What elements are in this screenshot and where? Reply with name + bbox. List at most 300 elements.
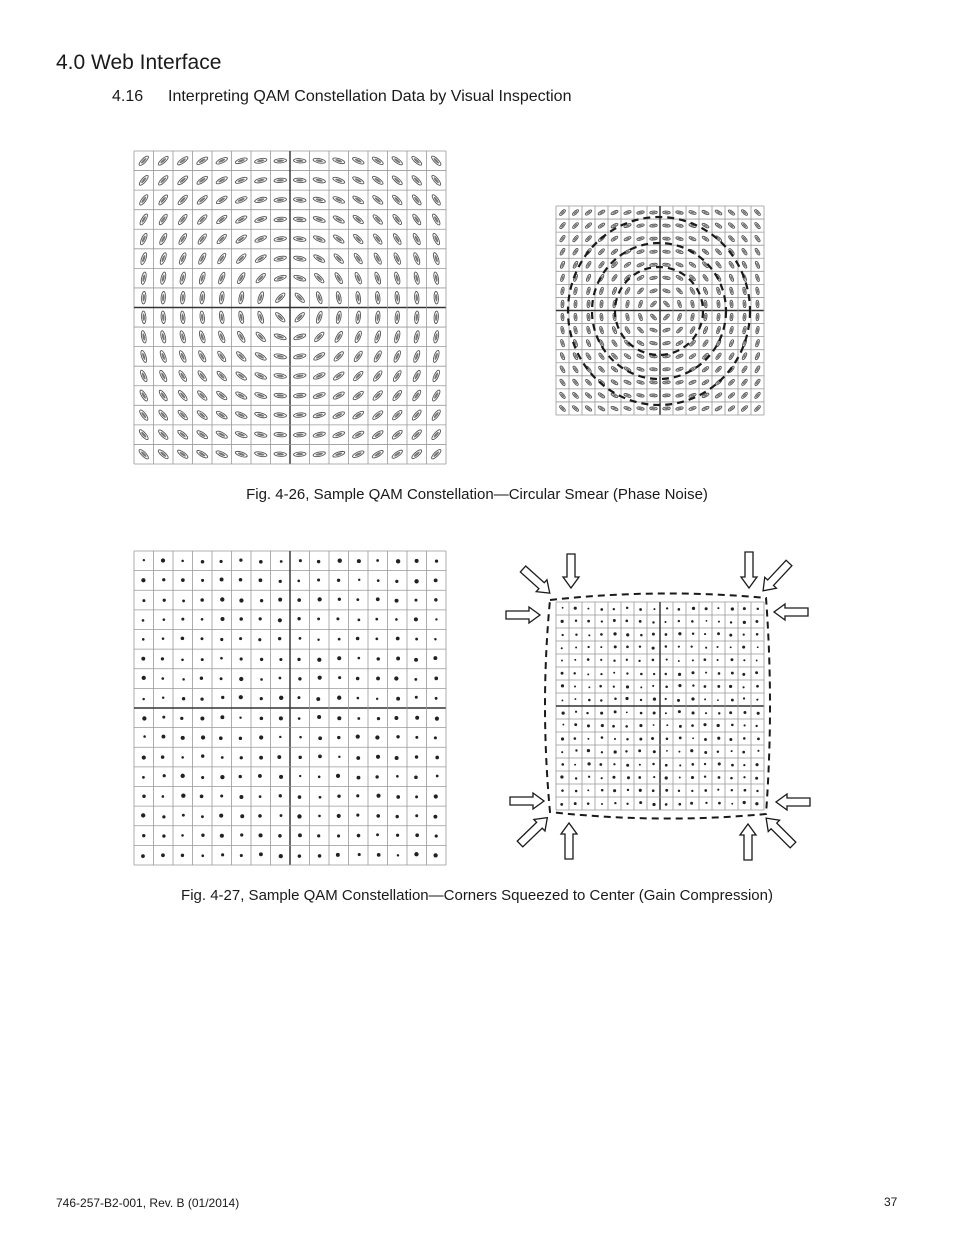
symbol-smear (138, 409, 149, 422)
symbol-smear-core (638, 407, 643, 409)
symbol-dot (743, 711, 746, 714)
symbol-smear-core (414, 255, 419, 263)
symbol-smear-core (756, 236, 760, 241)
symbol-smear (573, 326, 577, 334)
symbol-smear-core (638, 355, 643, 358)
symbol-smear (157, 429, 169, 441)
symbol-dot (731, 658, 734, 661)
symbol-smear (430, 448, 442, 460)
symbol-dot (717, 632, 720, 635)
symbol-smear (688, 210, 696, 215)
symbol-smear-core (612, 263, 616, 267)
symbol-smear (754, 235, 761, 243)
symbol-smear-core (199, 197, 206, 204)
symbol-smear (728, 222, 736, 229)
symbol-dot (665, 776, 668, 779)
symbol-dot (639, 620, 642, 623)
symbol-smear (715, 235, 723, 242)
symbol-smear (611, 392, 619, 398)
symbol-smear-core (276, 374, 284, 377)
symbol-smear-core (599, 393, 604, 397)
symbol-dot (162, 795, 165, 798)
symbol-smear-core (199, 392, 206, 399)
symbol-smear (598, 392, 606, 399)
symbol-smear-core (315, 178, 323, 182)
symbol-smear (313, 392, 326, 400)
symbol-dot (279, 736, 281, 738)
symbol-dot (717, 646, 719, 648)
symbol-smear-core (276, 355, 284, 359)
symbol-smear (688, 406, 696, 411)
symbol-smear (754, 378, 761, 386)
symbol-smear-core (257, 393, 265, 398)
symbol-smear-core (160, 235, 166, 243)
symbol-smear-core (335, 432, 343, 437)
symbol-smear (650, 367, 658, 371)
symbol-smear (293, 217, 306, 223)
figure-4-27-caption: Fig. 4-27, Sample QAM Constellation—Corners Squeezed to Center (Gain Compression) (181, 887, 773, 904)
symbol-smear-core (703, 394, 708, 398)
symbol-dot (704, 775, 706, 777)
symbol-dot (561, 700, 563, 702)
symbol-smear (585, 405, 593, 412)
symbol-smear (559, 209, 566, 216)
symbol-smear (235, 411, 248, 420)
symbol-dot (756, 685, 759, 688)
symbol-smear (293, 353, 306, 360)
symbol-dot (395, 756, 399, 760)
symbol-smear (637, 326, 644, 333)
symbol-smear-core (599, 367, 603, 371)
symbol-smear-core (717, 289, 720, 294)
symbol-smear-core (730, 328, 733, 333)
symbol-smear (598, 248, 605, 255)
symbol-smear-core (200, 274, 205, 282)
symbol-smear (611, 379, 619, 385)
compression-boundary (545, 593, 770, 818)
symbol-dot (161, 755, 164, 758)
symbol-smear (676, 223, 684, 227)
symbol-dot (679, 764, 681, 766)
symbol-smear (412, 233, 422, 246)
symbol-dot (396, 559, 400, 563)
symbol-dot (678, 790, 680, 792)
symbol-smear (702, 274, 709, 282)
symbol-smear (293, 197, 306, 202)
symbol-smear-core (730, 341, 733, 346)
symbol-smear-core (179, 412, 186, 419)
symbol-smear (274, 236, 287, 242)
arrow-right-top (774, 604, 808, 620)
symbol-smear-core (179, 158, 186, 164)
symbol-dot (587, 789, 589, 791)
symbol-smear-core (742, 236, 746, 240)
symbol-dot (626, 711, 628, 713)
symbol-dot (729, 711, 732, 714)
symbol-smear-core (664, 289, 669, 292)
symbol-dot (665, 698, 667, 700)
symbol-smear (139, 232, 148, 245)
symbol-dot (665, 789, 668, 792)
symbol-smear-core (677, 355, 682, 358)
symbol-smear (352, 175, 365, 185)
symbol-smear-core (296, 179, 304, 182)
symbol-dot (613, 686, 615, 688)
symbol-dot (162, 696, 164, 698)
symbol-smear (703, 326, 709, 334)
symbol-smear (334, 330, 344, 343)
arrow-top-left (563, 554, 579, 588)
symbol-smear (177, 175, 189, 186)
symbol-dot (614, 645, 617, 648)
symbol-smear-core (573, 380, 577, 384)
symbol-smear (560, 339, 565, 347)
symbol-smear (623, 236, 631, 242)
symbol-smear-core (625, 407, 630, 410)
symbol-dot (755, 802, 758, 805)
symbol-smear (623, 210, 631, 215)
symbol-smear-core (612, 367, 617, 371)
symbol-dot (757, 712, 760, 715)
symbol-smear (611, 406, 619, 412)
symbol-smear-core (355, 353, 361, 360)
symbol-smear-core (638, 224, 643, 227)
symbol-smear (196, 429, 209, 440)
symbol-dot (718, 776, 721, 779)
symbol-smear-core (276, 237, 284, 240)
symbol-smear (704, 300, 708, 308)
symbol-dot (336, 617, 339, 620)
symbol-smear (742, 339, 747, 347)
symbol-dot (692, 684, 694, 686)
symbol-dot (704, 658, 707, 661)
symbol-smear-core (239, 313, 243, 321)
symbol-smear-core (756, 289, 758, 294)
symbol-dot (434, 578, 438, 582)
symbol-smear-core (612, 407, 617, 410)
symbol-smear-core (237, 178, 245, 183)
symbol-dot (181, 637, 185, 641)
symbol-smear-core (296, 355, 304, 359)
symbol-smear (598, 235, 606, 242)
symbol-smear (215, 156, 228, 165)
symbol-dot (376, 814, 380, 818)
symbol-smear-core (612, 354, 616, 358)
symbol-dot (414, 658, 418, 662)
symbol-smear-core (756, 354, 759, 359)
symbol-smear-core (162, 313, 165, 321)
symbol-smear-core (200, 333, 205, 341)
symbol-smear (293, 432, 306, 437)
symbol-dot (162, 716, 165, 719)
symbol-smear-core (717, 341, 721, 346)
symbol-smear (293, 412, 306, 417)
symbol-smear-core (716, 224, 721, 228)
symbol-smear (411, 174, 423, 186)
symbol-smear-core (742, 393, 746, 397)
symbol-smear-core (394, 235, 400, 243)
symbol-dot (279, 580, 282, 583)
symbol-dot (396, 657, 400, 661)
symbol-dot (639, 801, 642, 804)
symbol-smear (235, 195, 248, 204)
symbol-smear (196, 194, 208, 205)
symbol-smear (754, 365, 760, 373)
symbol-dot (376, 677, 380, 681)
symbol-smear-core (599, 380, 603, 384)
symbol-dot (396, 637, 400, 641)
symbol-smear (177, 429, 189, 440)
symbol-dot (652, 685, 654, 687)
symbol-dot (319, 796, 322, 799)
symbol-smear (160, 330, 167, 343)
symbol-smear-core (756, 367, 760, 372)
symbol-smear-core (755, 406, 759, 410)
symbol-smear (637, 340, 645, 346)
symbol-smear-core (651, 368, 656, 370)
symbol-smear (574, 313, 577, 321)
symbol-smear-core (716, 237, 720, 241)
symbol-smear-core (276, 179, 284, 182)
symbol-smear (158, 194, 169, 206)
symbol-smear (572, 222, 579, 229)
symbol-dot (201, 637, 204, 640)
symbol-smear (178, 370, 188, 383)
symbol-smear (294, 311, 306, 323)
symbol-smear-core (612, 237, 617, 241)
phase-noise-ring (568, 217, 750, 405)
symbol-smear-core (433, 451, 440, 458)
symbol-dot (434, 677, 438, 681)
symbol-smear (199, 291, 205, 304)
symbol-dot (141, 578, 145, 582)
symbol-dot (201, 776, 204, 779)
symbol-dot (200, 598, 204, 602)
symbol-smear-core (434, 352, 439, 360)
symbol-smear (649, 288, 657, 293)
symbol-smear-core (729, 393, 733, 397)
symbol-smear-core (218, 372, 225, 379)
symbol-smear-core (690, 354, 695, 358)
symbol-smear (715, 222, 723, 229)
symbol-dot (600, 699, 602, 701)
symbol-smear (180, 291, 185, 304)
symbol-smear-core (355, 236, 362, 243)
symbol-smear (198, 330, 206, 343)
symbol-smear-core (664, 329, 669, 332)
symbol-smear-core (238, 333, 244, 341)
symbol-smear (140, 350, 148, 363)
symbol-smear (177, 409, 189, 421)
symbol-smear-core (625, 211, 630, 214)
symbol-smear (636, 249, 644, 254)
symbol-smear (198, 272, 206, 285)
symbol-dot (220, 617, 224, 621)
symbol-dot (200, 795, 204, 799)
symbol-smear (585, 365, 592, 373)
phase-noise-ring (592, 243, 726, 379)
symbol-dot (561, 737, 564, 740)
symbol-dot (691, 620, 694, 623)
symbol-smear-core (690, 341, 694, 345)
symbol-dot (691, 724, 694, 727)
symbol-dot (718, 802, 721, 805)
symbol-dot (666, 724, 668, 726)
symbol-dot (201, 579, 204, 582)
symbol-smear-core (729, 367, 733, 371)
symbol-dot (601, 751, 603, 753)
symbol-smear (352, 410, 365, 420)
symbol-smear-core (181, 294, 184, 302)
symbol-smear-core (141, 235, 146, 243)
symbol-dot (665, 712, 667, 714)
symbol-dot (756, 725, 758, 727)
symbol-smear-core (704, 341, 708, 346)
symbol-smear-core (414, 372, 420, 380)
symbol-smear-core (573, 210, 577, 214)
symbol-smear-core (237, 432, 245, 437)
symbol-dot (742, 646, 745, 649)
symbol-smear-core (626, 328, 630, 333)
symbol-smear-core (677, 263, 682, 266)
symbol-dot (279, 854, 283, 858)
symbol-dot (587, 646, 589, 648)
symbol-dot (599, 685, 602, 688)
symbol-smear-core (651, 302, 655, 306)
symbol-smear-core (394, 431, 401, 438)
symbol-dot (588, 686, 590, 688)
symbol-smear-core (717, 276, 721, 281)
symbol-smear-core (375, 255, 381, 263)
symbol-smear (742, 326, 746, 334)
symbol-smear (625, 313, 629, 321)
symbol-smear (254, 372, 267, 381)
symbol-dot (317, 617, 320, 620)
symbol-smear-core (743, 367, 747, 372)
symbol-dot (561, 672, 564, 675)
symbol-dot (639, 724, 642, 727)
symbol-smear-core (396, 313, 399, 321)
symbol-dot (142, 716, 146, 720)
symbol-smear (431, 409, 442, 422)
symbol-smear (431, 174, 442, 186)
symbol-dot (742, 751, 745, 754)
symbol-dot (259, 795, 262, 798)
symbol-smear-core (201, 313, 204, 321)
symbol-dot (717, 659, 719, 661)
symbol-dot (415, 833, 419, 837)
symbol-smear (572, 352, 578, 360)
symbol-dot (163, 774, 166, 777)
symbol-dot (731, 607, 734, 610)
symbol-dot (356, 734, 360, 738)
symbol-dot (691, 697, 694, 700)
symbol-dot (141, 813, 145, 817)
symbol-dot (396, 795, 400, 799)
symbol-dot (731, 750, 733, 752)
symbol-smear (335, 291, 342, 304)
symbol-smear (313, 196, 326, 203)
symbol-smear (293, 236, 306, 242)
symbol-smear (372, 390, 384, 402)
symbol-smear-core (586, 367, 590, 371)
symbol-smear (662, 288, 670, 293)
symbol-dot (574, 737, 577, 740)
symbol-smear-core (315, 393, 323, 398)
symbol-smear-core (561, 367, 565, 372)
symbol-dot (587, 673, 589, 675)
symbol-dot (705, 607, 708, 610)
symbol-smear (374, 272, 382, 285)
symbol-dot (731, 803, 733, 805)
symbol-smear-core (335, 412, 343, 417)
symbol-dot (743, 633, 745, 635)
symbol-dot (639, 738, 642, 741)
symbol-smear-core (651, 251, 656, 253)
symbol-smear-core (730, 354, 734, 359)
symbol-smear-core (277, 314, 284, 321)
symbol-smear-core (690, 211, 695, 214)
symbol-smear (431, 194, 442, 207)
symbol-smear (612, 287, 618, 295)
symbol-dot (259, 735, 263, 739)
symbol-smear (411, 213, 422, 226)
symbol-smear-core (257, 236, 265, 241)
symbol-dot (562, 712, 565, 715)
symbol-dot (625, 750, 627, 752)
symbol-smear (754, 248, 760, 256)
symbol-smear (662, 328, 670, 333)
symbol-dot (357, 717, 360, 720)
symbol-smear-core (703, 224, 708, 228)
symbol-smear (274, 178, 287, 183)
symbol-smear-core (586, 380, 590, 384)
symbol-smear (741, 261, 747, 269)
symbol-smear-core (703, 407, 708, 410)
symbol-dot (260, 678, 263, 681)
symbol-dot (201, 618, 204, 621)
symbol-smear-core (690, 237, 695, 240)
symbol-smear-core (374, 432, 381, 438)
symbol-smear (373, 252, 383, 265)
symbol-smear-core (639, 315, 642, 320)
symbol-smear (392, 213, 403, 225)
symbol-dot (755, 671, 758, 674)
symbol-smear-core (664, 381, 669, 383)
symbol-smear-core (664, 368, 669, 370)
symbol-smear-core (317, 294, 322, 302)
symbol-smear (313, 157, 326, 164)
symbol-smear (139, 389, 149, 402)
symbol-dot (677, 699, 680, 702)
symbol-smear-core (141, 392, 147, 400)
symbol-dot (298, 756, 301, 759)
symbol-dot (395, 618, 398, 621)
symbol-smear (611, 274, 618, 282)
symbol-smear (332, 450, 345, 458)
symbol-smear-core (677, 237, 682, 240)
symbol-smear (196, 449, 209, 459)
symbol-dot (337, 736, 340, 739)
symbol-smear (559, 235, 566, 243)
symbol-dot (601, 777, 603, 779)
symbol-smear (585, 235, 592, 242)
symbol-smear (333, 350, 345, 362)
symbol-smear (598, 405, 606, 411)
arrow-bottom-right (740, 824, 756, 860)
symbol-dot (601, 803, 603, 805)
symbol-smear (332, 195, 345, 204)
